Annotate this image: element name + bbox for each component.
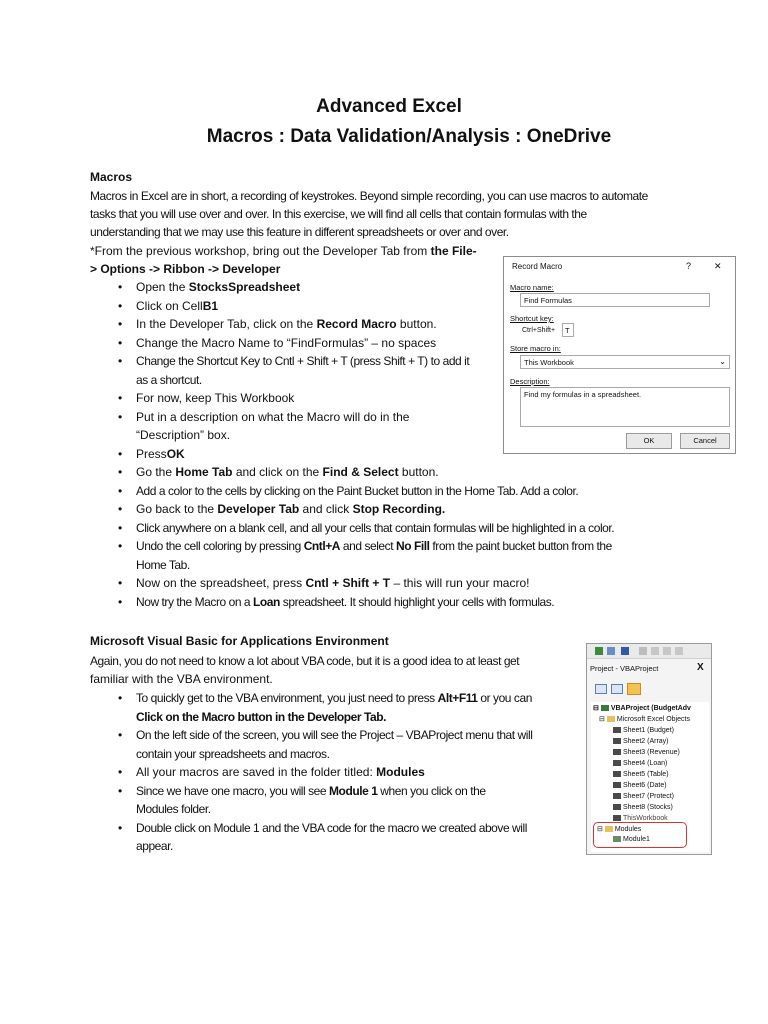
find-icon[interactable]	[675, 647, 683, 655]
doc-title: Advanced Excel	[316, 96, 462, 117]
tree-excel-objects[interactable]: ⊟ Microsoft Excel Objects	[599, 716, 690, 723]
developer-tab-note: *From the previous workshop, bring out the Developer Tab from the File- > Options -> Ribbon -> Developer	[90, 244, 477, 276]
list-item: • Undo the cell coloring by pressing Cntl+A and select No Fill from the paint bucket button from the Home Tab.	[114, 537, 654, 574]
panel-title: Project - VBAProject	[590, 664, 659, 673]
store-macro-label: Store macro in:	[510, 344, 561, 353]
vba-toolbar	[587, 644, 711, 659]
view-object-icon[interactable]	[611, 684, 623, 694]
project-tree	[591, 702, 709, 852]
workbook-icon	[613, 815, 621, 821]
vba-project-panel	[586, 643, 712, 855]
macro-name-label: Macro name:	[510, 283, 554, 292]
sheet-icon	[613, 760, 621, 766]
intro-line: tasks that you will use over and over. In this exercise, we will find all cells that contain formulas with the	[90, 207, 587, 221]
sheet-icon	[613, 804, 621, 810]
vba-steps	[114, 689, 574, 856]
store-macro-select[interactable]	[520, 355, 730, 369]
store-macro-value: This Workbook	[524, 358, 574, 367]
tree-sheet[interactable]: Sheet6 (Date)	[613, 781, 667, 790]
list-item: • Now on the spreadsheet, press Cntl + Shift + T – this will run your macro!	[114, 574, 654, 593]
sheet-icon	[613, 727, 621, 733]
intro-line: Macros in Excel are in short, a recording of keystrokes. Beyond simple recording, you can use macros to automate	[90, 189, 648, 203]
shortcut-key-input[interactable]: T	[562, 323, 574, 337]
vba-intro: Again, you do not need to know a lot about VBA code, but it is a good idea to at least get familiar with the VBA environment.	[90, 654, 520, 686]
chevron-down-icon: ⌄	[719, 357, 726, 366]
tree-sheet[interactable]: Sheet8 (Stocks)	[613, 803, 673, 812]
dialog-titlebar	[504, 257, 735, 277]
doc-subtitle: Macros : Data Validation/Analysis : OneDrive	[206, 126, 612, 147]
ok-button[interactable]: OK	[626, 433, 672, 449]
sheet-icon	[613, 738, 621, 744]
panel-close-icon[interactable]: X	[697, 662, 704, 673]
macro-name-input[interactable]: Find Formulas	[520, 293, 710, 307]
record-macro-dialog	[503, 256, 736, 454]
cancel-button[interactable]: Cancel	[680, 433, 730, 449]
tree-workbook[interactable]: ThisWorkbook	[613, 814, 668, 823]
view-code-icon[interactable]	[595, 684, 607, 694]
sheet-icon	[613, 749, 621, 755]
save-icon[interactable]	[621, 647, 629, 655]
macros-heading: Macros	[90, 170, 133, 184]
list-item: • PressOK	[114, 445, 654, 464]
folder-icon	[605, 826, 613, 832]
tree-sheet[interactable]: Sheet3 (Revenue)	[613, 748, 680, 757]
tree-sheet[interactable]: Sheet4 (Loan)	[613, 759, 667, 768]
description-label: Description:	[510, 377, 550, 386]
intro-line: understanding that we may use this feature in different spreadsheets or over and over.	[90, 225, 509, 239]
close-icon[interactable]: ✕	[714, 261, 722, 271]
tree-module1[interactable]: Module1	[613, 835, 650, 844]
list-item: • Go back to the Developer Tab and click Stop Recording.	[114, 500, 654, 519]
sheet-icon	[613, 793, 621, 799]
list-item: • Open the StocksSpreadsheet	[114, 278, 654, 297]
folder-icon	[607, 716, 615, 722]
shortcut-key-label: Shortcut key:	[510, 314, 554, 323]
list-item: • Click on CellB1	[114, 297, 654, 316]
vba-heading: Microsoft Visual Basic for Applications Environment	[90, 634, 389, 648]
cut-icon[interactable]	[639, 647, 647, 655]
sheet-icon	[613, 782, 621, 788]
tree-modules[interactable]: ⊟ Modules	[597, 826, 642, 833]
copy-icon[interactable]	[651, 647, 659, 655]
module-icon	[613, 836, 621, 842]
list-item: • Put in a description on what the Macro will do in the “Description” box.	[114, 408, 654, 445]
list-item: • Since we have one macro, you will see Module 1 when you click on the Modules folder.	[114, 782, 574, 819]
list-item: • For now, keep This Workbook	[114, 389, 654, 408]
insert-icon[interactable]	[607, 647, 615, 655]
vbaproject-icon	[601, 705, 609, 711]
list-item: • Change the Shortcut Key to Cntl + Shift + T (press Shift + T) to add it as a shortcut.	[114, 352, 654, 389]
list-item: • On the left side of the screen, you will see the Project – VBAProject menu that will contain your spreadsheets and macros.	[114, 726, 574, 763]
tree-sheet[interactable]: Sheet2 (Array)	[613, 737, 669, 746]
list-item: • Go the Home Tab and click on the Find & Select button.	[114, 463, 654, 482]
list-item: • Click anywhere on a blank cell, and all your cells that contain formulas will be highlighted in a color.	[114, 519, 654, 538]
paste-icon[interactable]	[663, 647, 671, 655]
list-item: • Now try the Macro on a Loan spreadsheet. It should highlight your cells with formulas.	[114, 593, 654, 612]
help-icon[interactable]: ?	[686, 261, 692, 271]
tree-sheet[interactable]: Sheet1 (Budget)	[613, 726, 674, 735]
list-item: • Change the Macro Name to “FindFormulas” – no spaces	[114, 334, 654, 353]
list-item: • Double click on Module 1 and the VBA code for the macro we created above will appear.	[114, 819, 574, 856]
excel-icon[interactable]	[595, 647, 603, 655]
description-input[interactable]: Find my formulas in a spreadsheet.	[520, 387, 730, 427]
list-item: • To quickly get to the VBA environment, you just need to press Alt+F11 or you can Click on the Macro button in the Developer Tab.	[114, 689, 574, 726]
dialog-title: Record Macro	[512, 262, 563, 271]
macros-intro	[90, 187, 690, 241]
shortcut-prefix: Ctrl+Shift+	[522, 327, 556, 334]
tree-sheet[interactable]: Sheet5 (Table)	[613, 770, 669, 779]
list-item: • In the Developer Tab, click on the Record Macro button.	[114, 315, 654, 334]
list-item: • All your macros are saved in the folder titled: Modules	[114, 763, 574, 782]
tree-sheet[interactable]: Sheet7 (Protect)	[613, 792, 674, 801]
list-item: • Add a color to the cells by clicking on the Paint Bucket button in the Home Tab. Add a color.	[114, 482, 654, 501]
tree-root[interactable]: ⊟ VBAProject (BudgetAdv	[593, 705, 691, 712]
sheet-icon	[613, 771, 621, 777]
toggle-folders-icon[interactable]	[627, 683, 641, 695]
